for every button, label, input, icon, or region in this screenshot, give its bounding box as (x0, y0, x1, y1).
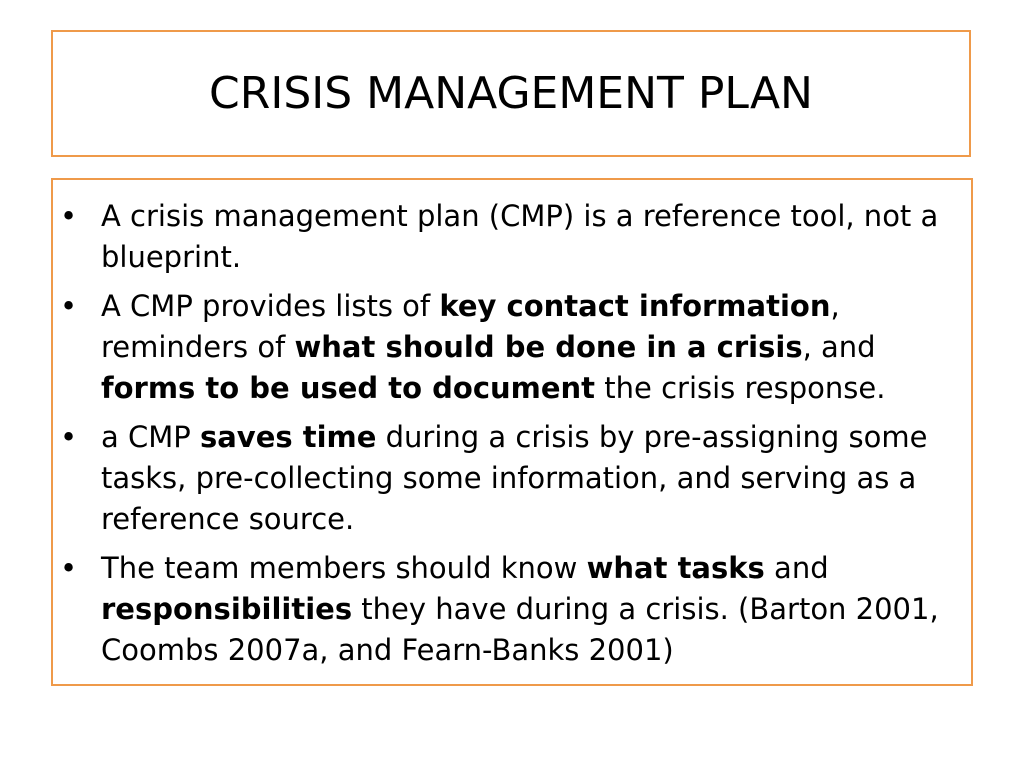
body-text: A crisis management plan (CMP) is a reference tool, not a blueprint. (101, 199, 939, 274)
bullet-dot-icon: • (60, 289, 78, 323)
bold-emphasis-text: what should be done in a crisis (294, 330, 803, 364)
bullet-text (101, 289, 885, 405)
body-text: The team members should know (101, 551, 587, 585)
slide-title: CRISIS MANAGEMENT PLAN (209, 68, 813, 119)
body-text: , reminders of (101, 289, 840, 364)
bold-emphasis-text: responsibilities (101, 592, 353, 626)
bullet-text (101, 199, 938, 274)
bullet-item (53, 417, 971, 540)
body-text: , and (802, 330, 876, 364)
bold-emphasis-text: key contact information (439, 289, 831, 323)
bold-emphasis-text: what tasks (586, 551, 765, 585)
bullet-dot-icon: • (60, 420, 78, 454)
body-text: a CMP (101, 420, 200, 454)
bullet-item (53, 196, 971, 278)
body-text: the crisis response. (595, 371, 886, 405)
body-text: they have during a crisis. (Barton 2001, Coombs 2007a, and Fearn-Banks 2001) (101, 592, 939, 667)
body-text: during a crisis by pre-assigning some tasks, pre-collecting some information, and serving as a reference source. (101, 420, 928, 536)
bullet-item (53, 548, 971, 671)
bold-emphasis-text: saves time (199, 420, 377, 454)
bullet-text (101, 420, 927, 536)
bullet-list (53, 196, 971, 679)
bullet-dot-icon: • (60, 199, 78, 233)
content-placeholder (51, 178, 973, 686)
body-text: and (764, 551, 829, 585)
bullet-dot-icon: • (60, 551, 78, 585)
title-placeholder (51, 30, 971, 157)
body-text: A CMP provides lists of (101, 289, 440, 323)
bold-emphasis-text: forms to be used to document (101, 371, 596, 405)
bullet-item (53, 286, 971, 409)
bullet-text (101, 551, 939, 667)
